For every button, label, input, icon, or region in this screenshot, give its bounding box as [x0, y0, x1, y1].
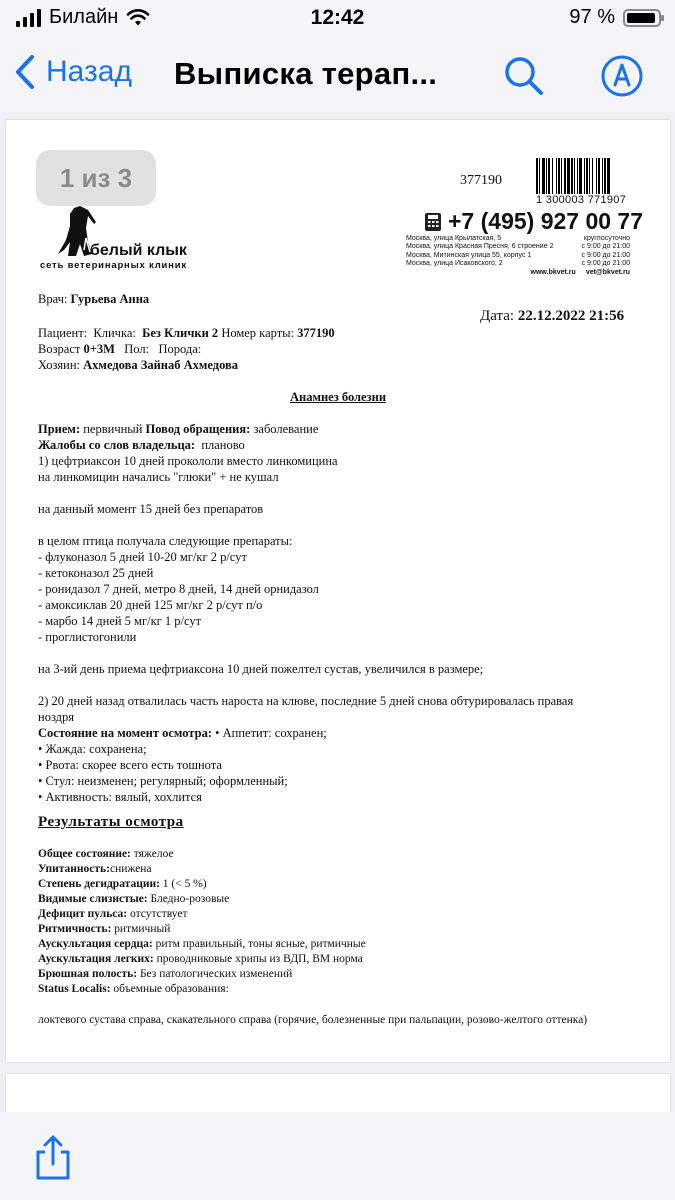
result-row: Общее состояние: тяжелое — [38, 848, 174, 860]
text-line: на 3-ий день приема цефтриаксона 10 дней пожелтел сустав, увеличился в размере; — [38, 662, 484, 676]
markup-button[interactable] — [598, 52, 646, 100]
clock: 12:42 — [310, 6, 365, 29]
barcode-image — [536, 158, 640, 194]
medication-line: - флуконазол 5 дней 10-20 мг/кг 2 р/сут — [38, 550, 247, 564]
clinic-addresses: Москва, улица Крылатская, 5 круглосуточно Москва, улица Красная Пресня, 6 строение 2 с 9:00 до 21:00 Москва, Митинская улица 55, корпус 1 с 9:00 до 21:00 Москва, улица Исаковского, 2 с 9:00 до 21:00 www.bkvet.ru vet@bkvet.ru — [406, 235, 630, 276]
anamnesis-title: Анамнез болезни — [289, 390, 387, 404]
doctor-line: Врач: Гурьева Анна — [38, 292, 150, 306]
clinic-brand-subtitle: сеть ветеринарных клиник — [40, 260, 187, 271]
page-indicator: 1 из 3 — [36, 150, 156, 206]
battery-icon — [623, 9, 661, 27]
card-number-header: 377190 — [460, 173, 502, 188]
share-icon — [30, 1134, 76, 1182]
state-line: • Рвота: скорее всего есть тошнота — [38, 758, 222, 772]
state-line: • Жажда: сохранена; — [38, 742, 147, 756]
phone-icon — [424, 212, 442, 232]
result-row: Степень дегидратации: 1 (< 5 %) — [38, 878, 207, 890]
age-line: Возраст 0+3М Пол: Порода: — [38, 342, 202, 356]
patient-line: Пациент: Кличка: Без Клички 2 Номер карты: 377190 — [38, 326, 335, 340]
clinic-phone: +7 (495) 927 00 77 — [448, 208, 644, 234]
result-row: Видимые слизистые: Бледно-розовые — [38, 893, 230, 905]
result-row: Дефицит пульса: отсутствует — [38, 908, 188, 920]
clinic-brand: белый клык — [90, 242, 187, 259]
barcode-number: 1 300003 771907 — [536, 194, 627, 206]
battery-percent: 97 % — [569, 6, 615, 28]
search-button[interactable] — [500, 52, 548, 100]
result-row: Аускультация легких: проводниковые хрипы из ВДП, ВМ норма — [38, 953, 363, 965]
chevron-left-icon — [14, 54, 36, 90]
battery-group — [569, 6, 661, 29]
state-line: • Стул: неизменен; регулярный; оформленный; — [38, 774, 288, 788]
clinic-website: www.bkvet.ru — [530, 268, 576, 276]
markup-icon — [598, 52, 646, 100]
results-title: Результаты осмотра — [38, 814, 184, 830]
back-button[interactable] — [14, 54, 132, 90]
text-line: ноздря — [38, 710, 75, 724]
medication-line: - амоксиклав 20 дней 125 мг/кг 2 р/сут п/о — [38, 598, 263, 612]
state-line: • Активность: вялый, хохлится — [38, 790, 202, 804]
result-row: Ритмичность: ритмичный — [38, 923, 171, 935]
carrier-name: Билайн — [49, 6, 119, 28]
document-page — [6, 120, 670, 1062]
medication-line: - кетоконазол 25 дней — [38, 566, 154, 580]
complaints-line: Жалобы со слов владельца: планово — [38, 438, 245, 452]
share-button[interactable] — [30, 1134, 76, 1182]
back-label: Назад — [46, 55, 132, 88]
medication-line: - проглистогонили — [38, 630, 137, 644]
search-icon — [500, 52, 548, 100]
result-row: Брюшная полость: Без патологических изменений — [38, 968, 293, 980]
text-line: в целом птица получала следующие препараты: — [38, 534, 293, 548]
result-row: Аускультация сердца: ритм правильный, тоны ясные, ритмичные — [38, 938, 366, 950]
result-row: Status Localis: объемные образования: — [38, 983, 229, 995]
medication-line: - ронидазол 7 дней, метро 8 дней, 14 дней орнидазол — [38, 582, 319, 596]
text-line: на данный момент 15 дней без препаратов — [38, 502, 264, 516]
phone-row — [424, 208, 643, 235]
bottom-toolbar — [0, 1112, 675, 1200]
page-title: Выписка терап... — [174, 56, 438, 91]
owner-line: Хозяин: Ахмедова Зайнаб Ахмедова — [38, 358, 239, 372]
text-line: 2) 20 дней назад отвалилась часть нароста на клюве, последние 5 дней снова обтурировалась правая — [38, 694, 574, 708]
navigation-bar — [0, 40, 675, 112]
text-line: 1) цефтриаксон 10 дней прокололи вместо линкомицина — [38, 454, 338, 468]
result-row: Упитанность:снижена — [38, 863, 152, 875]
clinic-email: vet@bkvet.ru — [585, 268, 630, 276]
date-line: Дата: 22.12.2022 21:56 — [480, 308, 625, 324]
text-line: локтевого сустава справа, скакательного справа (горячие, болезненные при пальпации, розово-желтого оттенка) — [38, 1014, 588, 1026]
visit-line: Прием: первичный Повод обращения: заболевание — [38, 422, 319, 436]
status-bar — [0, 0, 675, 40]
medication-line: - марбо 14 дней 5 мг/кг 1 р/сут — [38, 614, 202, 628]
text-line: на линкомицин начались "глюки" + не кушал — [38, 470, 279, 484]
state-line: Состояние на момент осмотра: • Аппетит: сохранен; — [38, 726, 327, 740]
